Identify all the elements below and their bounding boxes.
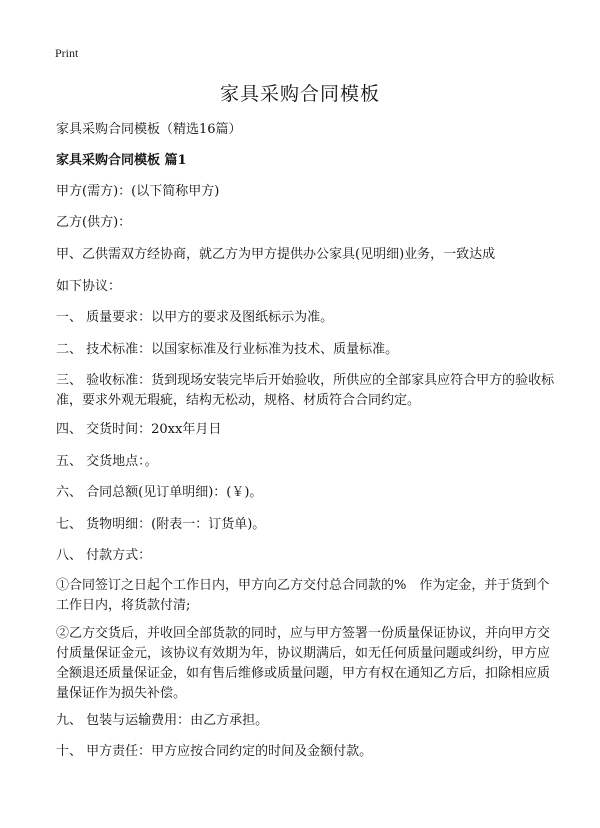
print-label: Print xyxy=(55,46,79,60)
clause-4-delivery-time: 四、 交货时间：20xx年月日 xyxy=(56,422,222,437)
payment-item-1: ①合同签订之日起个工作日内，甲方向乙方交付总合同款的% 作为定金，并于货到个工作日内，将货款付清; xyxy=(56,578,550,613)
clause-2-technical: 二、 技术标准：以国家标准及行业标准为技术、质量标准。 xyxy=(56,342,399,357)
paragraph-intro-cont: 如下协议： xyxy=(56,279,122,294)
payment-item-2: ②乙方交货后，并收回全部货款的同时，应与甲方签署一份质量保证协议，并向甲方交付质量保证金元，该协议有效期为年，协议期满后，如无任何质量问题或纠纷，甲方应全额退还质量保证金，如有售后维修或质量问题，甲方有权在通知乙方后，扣除相应质量保证作为损失补偿。 xyxy=(56,626,551,701)
clause-8-payment: 八、 付款方式： xyxy=(56,548,152,563)
paragraph-party-b: 乙方(供方)： xyxy=(56,215,132,230)
clause-5-delivery-place: 五、 交货地点：。 xyxy=(56,454,158,469)
clause-7-goods: 七、 货物明细：(附表一：订货单)。 xyxy=(56,517,266,532)
clause-9-packaging: 九、 包装与运输费用：由乙方承担。 xyxy=(56,713,269,728)
clause-3-acceptance: 三、 验收标准：货到现场安装完毕后开始验收，所供应的全部家具应符合甲方的验收标准，要求外观无瑕疵，结构无松动，规格、材质符合合同约定。 xyxy=(56,373,555,408)
paragraph-party-a: 甲方(需方)：(以下简称甲方) xyxy=(56,184,220,199)
paragraph-intro: 甲、乙供需双方经协商，就乙方为甲方提供办公家具(见明细)业务，一致达成 xyxy=(56,247,496,262)
document-subtitle: 家具采购合同模板（精选16篇） xyxy=(56,122,242,137)
section-heading: 家具采购合同模板 篇1 xyxy=(56,153,187,168)
clause-10-party-a-duty: 十、 甲方责任：甲方应按合同约定的时间及金额付款。 xyxy=(56,744,373,759)
clause-6-total-amount: 六、 合同总额(见订单明细)：(￥)。 xyxy=(56,485,263,500)
document-title: 家具采购合同模板 xyxy=(219,83,380,105)
clause-1-quality: 一、 质量要求：以甲方的要求及图纸标示为准。 xyxy=(56,310,334,325)
